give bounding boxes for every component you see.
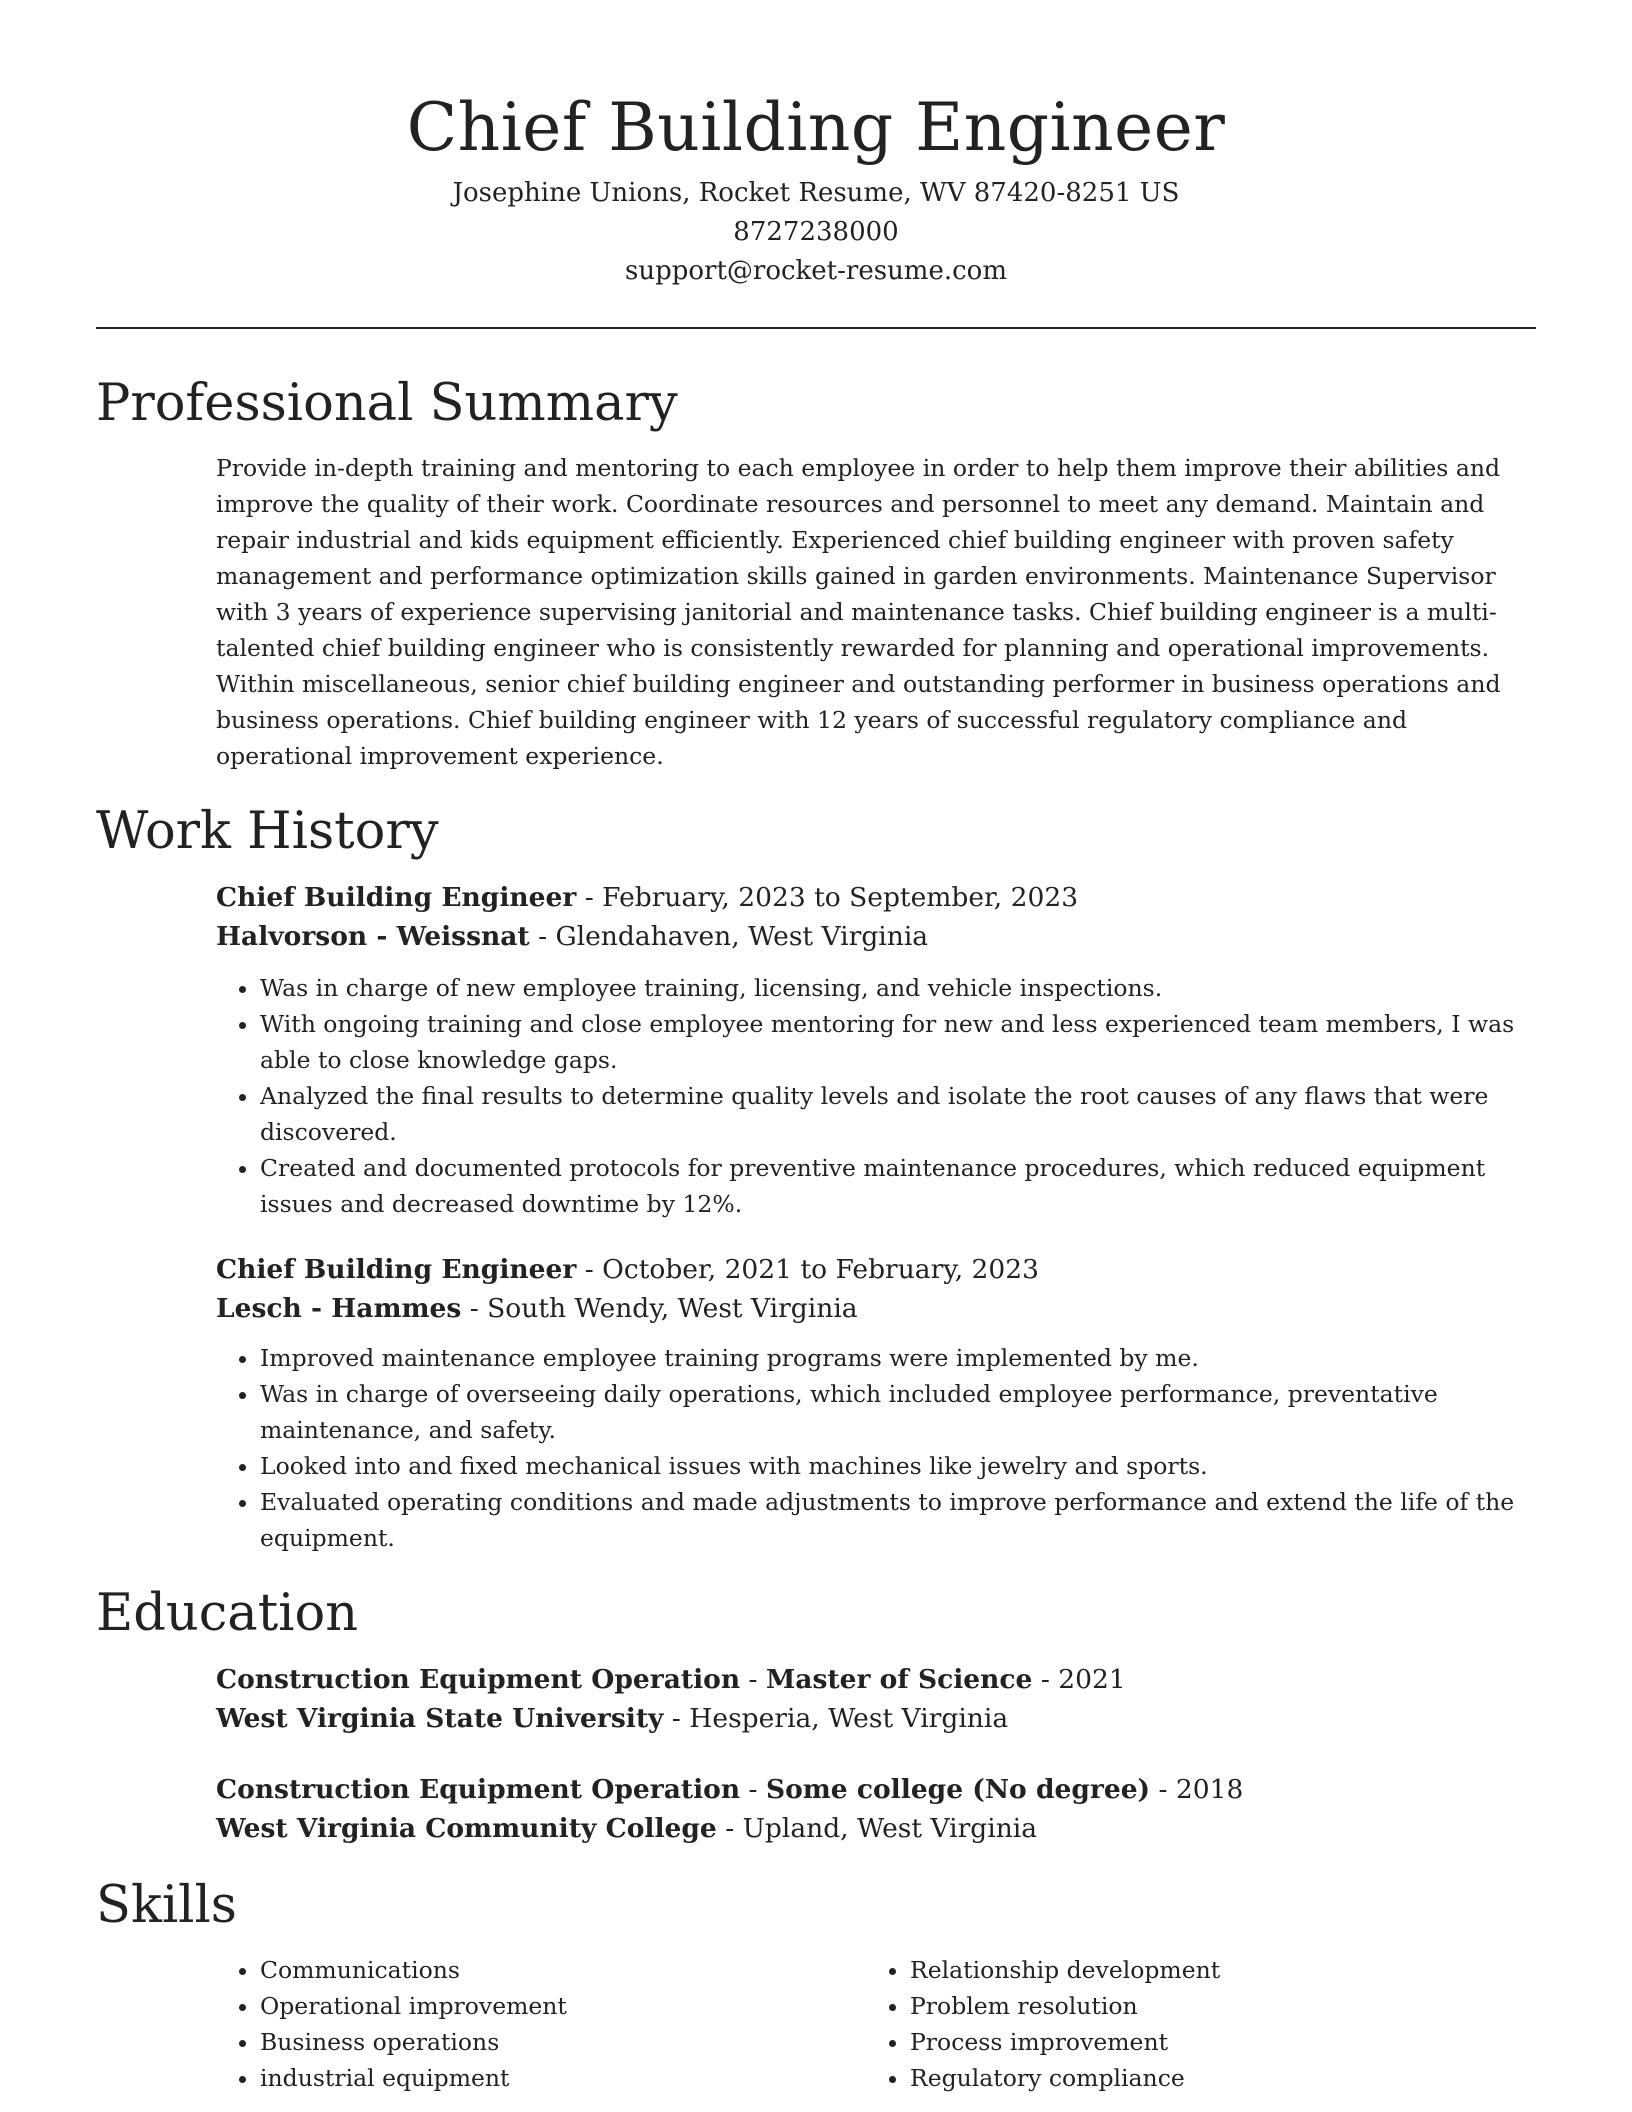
separator: -: [1032, 1664, 1059, 1695]
skill-item: • Communications: [260, 1952, 866, 1988]
education-field: Construction Equipment Operation: [216, 1774, 741, 1805]
skill-item: • Process improvement: [910, 2024, 1516, 2060]
skill-item: • Problem resolution: [910, 1988, 1516, 2024]
education-year: 2018: [1175, 1774, 1244, 1805]
education-field: Construction Equipment Operation: [216, 1664, 741, 1695]
separator: -: [529, 921, 556, 952]
skills-column-right: [866, 1952, 1516, 2096]
resume-title: Chief Building Engineer: [406, 89, 1226, 166]
work-history-heading: Work History: [96, 802, 439, 861]
list-item: • Was in charge of overseeing daily operations, which included employee performance, preventative maintenance, and safety.: [260, 1376, 1536, 1448]
job-company: Halvorson - Weissnat: [216, 921, 530, 952]
skills-column-left: [216, 1952, 866, 2096]
job-entry: [216, 878, 1536, 1222]
education-heading: Education: [96, 1584, 359, 1643]
list-item: • Improved maintenance employee training programs were implemented by me.: [260, 1340, 1536, 1376]
contact-email: support@rocket-resume.com: [624, 256, 1007, 286]
job-company-line: [216, 917, 1536, 956]
list-item: • Analyzed the final results to determine quality levels and isolate the root causes of any flaws that were discovered.: [260, 1078, 1536, 1150]
education-location: Hesperia, West Virginia: [689, 1703, 1009, 1734]
resume-header: [96, 0, 1536, 291]
skills-grid: [216, 1952, 1536, 2096]
summary-text: Provide in-depth training and mentoring to each employee in order to help them improve their abilities and improve the quality of their work. Coordinate resources and personnel to meet any demand. Maintain and repair industrial and kids equipment efficiently. Experienced chief building engineer with proven safety management and performance optimization skills gained in garden environments. Maintenance Supervisor with 3 years of experience supervising janitorial and maintenance tasks. Chief building engineer is a multi-talented chief building engineer who is consistently rewarded for planning and operational improvements. Within miscellaneous, senior chief building engineer and outstanding performer in business operations and business operations. Chief building engineer with 12 years of successful regulatory compliance and operational improvement experience.: [216, 454, 1501, 770]
separator: -: [576, 1254, 603, 1285]
job-bullets: [216, 970, 1536, 1222]
summary-heading: Professional Summary: [96, 374, 678, 433]
education-degree-line: [216, 1660, 1536, 1699]
list-item: • Created and documented protocols for preventive maintenance procedures, which reduced equipment issues and decreased downtime by 12%.: [260, 1150, 1536, 1222]
skill-item: • industrial equipment: [260, 2060, 866, 2096]
education-school-line: [216, 1809, 1536, 1848]
education-entry: [216, 1770, 1536, 1848]
separator: -: [740, 1774, 766, 1805]
list-item: • With ongoing training and close employee mentoring for new and less experienced team members, I was able to close knowledge gaps.: [260, 1006, 1536, 1078]
education-section: [96, 1578, 1536, 1848]
summary-section: [96, 368, 1536, 774]
skills-section: [96, 1870, 1536, 2096]
list-item: • Looked into and fixed mechanical issues with machines like jewelry and sports.: [260, 1448, 1536, 1484]
skill-item: • Regulatory compliance: [910, 2060, 1516, 2096]
skill-item: • Operational improvement: [260, 1988, 866, 2024]
separator: -: [461, 1293, 488, 1324]
job-entry: [216, 1250, 1536, 1556]
job-location: South Wendy, West Virginia: [487, 1293, 858, 1324]
job-title: Chief Building Engineer: [216, 1254, 577, 1285]
list-item: • Was in charge of new employee training, licensing, and vehicle inspections.: [260, 970, 1536, 1006]
education-school-line: [216, 1699, 1536, 1738]
education-degree: Some college (No degree): [765, 1774, 1151, 1805]
separator: -: [740, 1664, 766, 1695]
education-school: West Virginia Community College: [216, 1813, 717, 1844]
header-divider: [96, 327, 1536, 329]
education-school: West Virginia State University: [216, 1703, 664, 1734]
education-degree-line: [216, 1770, 1536, 1809]
separator: -: [576, 882, 603, 913]
education-degree: Master of Science: [765, 1664, 1033, 1695]
list-item: • Evaluated operating conditions and made adjustments to improve performance and extend the life of the equipment.: [260, 1484, 1536, 1556]
resume-page: [96, 0, 1536, 2096]
separator: -: [663, 1703, 690, 1734]
job-dates: October, 2021 to February, 2023: [602, 1254, 1039, 1285]
separator: -: [1150, 1774, 1176, 1805]
job-title-line: [216, 878, 1536, 917]
job-title: Chief Building Engineer: [216, 882, 577, 913]
skills-list: [866, 1952, 1516, 2096]
job-location: Glendahaven, West Virginia: [555, 921, 929, 952]
contact-address: Josephine Unions, Rocket Resume, WV 87420-8251 US: [452, 178, 1180, 208]
job-bullets: [216, 1340, 1536, 1556]
contact-phone: 8727238000: [733, 217, 899, 247]
job-company-line: [216, 1289, 1536, 1328]
separator: -: [716, 1813, 743, 1844]
education-entry: [216, 1660, 1536, 1738]
skill-item: • Business operations: [260, 2024, 866, 2060]
job-company: Lesch - Hammes: [216, 1293, 462, 1324]
education-location: Upland, West Virginia: [742, 1813, 1038, 1844]
work-history-section: [96, 796, 1536, 1556]
job-title-line: [216, 1250, 1536, 1289]
job-dates: February, 2023 to September, 2023: [602, 882, 1079, 913]
education-year: 2021: [1058, 1664, 1126, 1695]
skills-list: [216, 1952, 866, 2096]
skills-heading: Skills: [96, 1876, 237, 1935]
skill-item: • Relationship development: [910, 1952, 1516, 1988]
